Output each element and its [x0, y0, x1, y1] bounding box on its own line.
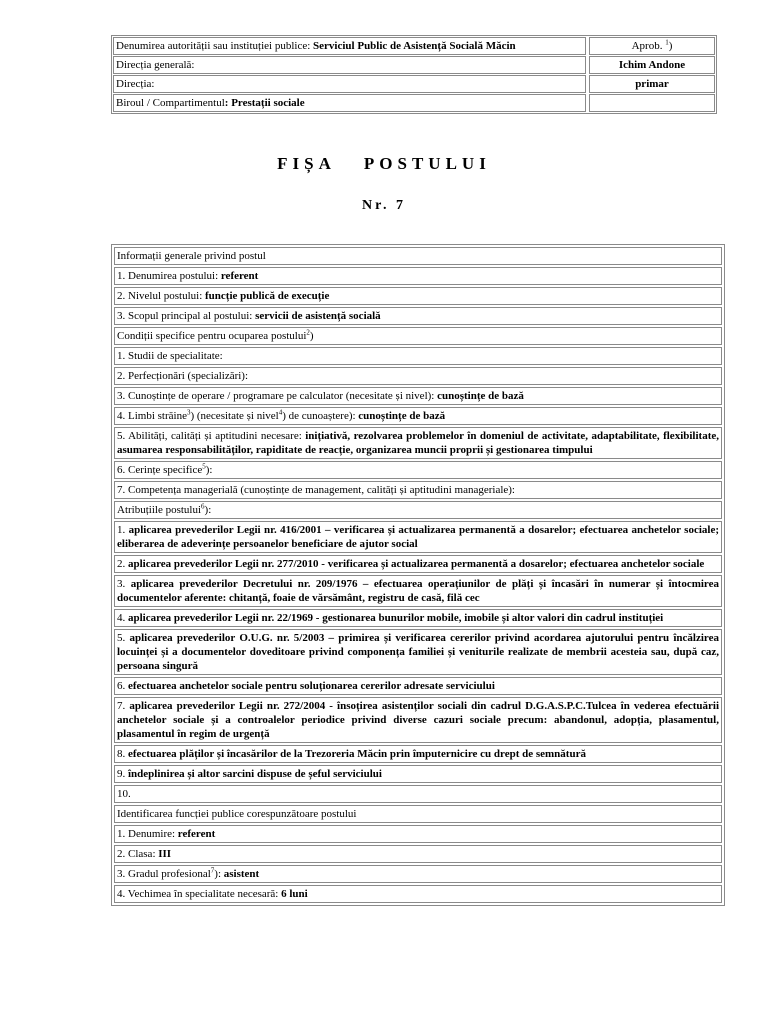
table-row	[114, 347, 722, 365]
duty-number: 3.	[117, 578, 131, 590]
table-row	[114, 481, 722, 499]
page-title	[0, 154, 768, 174]
general-direction-cell	[113, 56, 586, 74]
header-row-direction	[113, 75, 715, 93]
row-label: 7. Competența managerială (cunoștințe de management, calități și aptitudini manageriale):	[117, 484, 515, 496]
duty-number: 1.	[117, 524, 129, 536]
row-label: 2. Nivelul postului:	[117, 290, 205, 302]
header-row-general-direction	[113, 56, 715, 74]
table-row	[114, 287, 722, 305]
duty-number: 10.	[117, 788, 131, 800]
header-table	[111, 35, 717, 114]
approve-footnote: 1	[665, 38, 669, 47]
row-label: 5. Abilități, calități și aptitudini necesare:	[117, 430, 306, 442]
duty-text: aplicarea prevederilor Legii nr. 416/2001 – verificarea și actualizarea permanentă a dosarelor; efectuarea anchetelor sociale; eliberarea de adeverințe persoanelor beneficiare de ajutor social	[117, 524, 719, 550]
row-label-suffix: ):	[214, 868, 224, 880]
row-label: 1. Studii de specialitate:	[117, 350, 223, 362]
table-row	[114, 427, 722, 459]
row-value: cunoștințe de bază	[358, 410, 446, 422]
department-cell	[113, 94, 586, 112]
title-word-2: POSTULUI	[363, 154, 491, 173]
approve-cell	[589, 37, 715, 55]
table-row	[114, 367, 722, 385]
row-label: 4. Limbi străine	[117, 410, 187, 422]
duty-number: 8.	[117, 748, 128, 760]
approve-suffix: )	[668, 40, 673, 52]
footnote-mark: 4	[278, 408, 283, 417]
row-value: asistent	[223, 868, 260, 880]
duty-item	[114, 521, 722, 553]
duty-item	[114, 677, 722, 695]
approver-role: primar	[635, 78, 669, 90]
duty-text: aplicarea prevederilor Decretului nr. 209/1976 – efectuarea operațiunilor de plăți și încasări în numerar și întocmirea documentelor aferente: chitanță, foaie de vărsământ, registru de casă, filă cec	[117, 578, 719, 604]
table-row	[114, 267, 722, 285]
table-row	[114, 825, 722, 843]
document-number: Nr. 7	[361, 198, 407, 213]
row-label: 6. Cerințe specifice	[117, 464, 203, 476]
row-label-suffix: ) (necesitate și nivel	[190, 410, 279, 422]
row-label: Atribuțiile postului	[117, 504, 202, 516]
section-specific-conditions	[114, 327, 722, 345]
row-value: 6 luni	[281, 888, 308, 900]
footnote-mark: 7	[210, 866, 215, 875]
table-row	[114, 307, 722, 325]
duty-text: aplicarea prevederilor Legii nr. 277/2010 - verificarea și actualizarea permanentă a dosarelor; efectuarea anchetelor sociale	[128, 558, 705, 570]
table-row	[114, 407, 722, 425]
department-value: : Prestații sociale	[224, 97, 305, 109]
approver-name-cell	[589, 56, 715, 74]
row-label: Condiții specifice pentru ocuparea postului	[117, 330, 307, 342]
empty-right-cell	[589, 94, 715, 112]
row-label-suffix: )	[309, 330, 314, 342]
footnote-mark: 5	[202, 462, 206, 471]
row-label-suffix: ) de cunoaștere):	[282, 410, 359, 422]
footnote-mark: 3	[186, 408, 191, 417]
row-label: Identificarea funcției publice corespunzătoare postului	[117, 808, 357, 820]
duty-text: efectuarea plăților și încasărilor de la Trezoreria Măcin prin împuternicire cu drept de semnătură	[128, 748, 586, 760]
duty-number: 7.	[117, 700, 130, 712]
footnote-mark: 6	[201, 502, 205, 511]
row-label: 1. Denumirea postului:	[117, 270, 221, 282]
row-label: 2. Clasa:	[117, 848, 159, 860]
row-value: referent	[177, 828, 216, 840]
row-label-suffix: ):	[205, 464, 213, 476]
job-description-table	[111, 244, 725, 906]
direction-label: Direcția:	[116, 78, 155, 90]
approve-label: Aprob.	[631, 40, 666, 52]
section-general-info	[114, 247, 722, 265]
duty-text: efectuarea anchetelor sociale pentru soluționarea cererilor adresate serviciului	[128, 680, 495, 692]
row-label: 4. Vechimea în specialitate necesară:	[117, 888, 282, 900]
duty-number: 9.	[117, 768, 128, 780]
table-row	[114, 461, 722, 479]
approver-role-cell	[589, 75, 715, 93]
header-row-institution	[113, 37, 715, 55]
institution-label: Denumirea autorității sau instituției publice:	[116, 40, 314, 52]
title-word-1: FIȘA	[277, 154, 336, 173]
duty-item	[114, 609, 722, 627]
duty-number: 2.	[117, 558, 128, 570]
duty-item	[114, 785, 722, 803]
footnote-mark: 2	[306, 328, 310, 337]
duty-text: aplicarea prevederilor Legii nr. 22/1969 - gestionarea bunurilor mobile, imobile și altor valori din cadrul instituției	[128, 612, 664, 624]
row-label: 3. Scopul principal al postului:	[117, 310, 256, 322]
row-value: funcție publică de execuție	[205, 290, 330, 302]
duty-item	[114, 575, 722, 607]
approver-name: Ichim Andone	[618, 59, 686, 71]
institution-value: Serviciul Public de Asistență Socială Măcin	[313, 40, 516, 52]
direction-cell	[113, 75, 586, 93]
duty-item	[114, 697, 722, 743]
department-label: Biroul / Compartimentul	[116, 97, 225, 109]
duty-item	[114, 629, 722, 675]
duty-item	[114, 555, 722, 573]
row-value: servicii de asistență socială	[255, 310, 381, 322]
row-value: III	[158, 848, 172, 860]
row-value: referent	[220, 270, 259, 282]
duty-number: 5.	[117, 632, 130, 644]
general-direction-label: Direcția generală:	[116, 59, 195, 71]
row-label: Informații generale privind postul	[117, 250, 266, 262]
duty-text: aplicarea prevederilor Legii nr. 272/2004 - însoțirea asistenților sociali din cadrul D.G.A.S.P.C.Tulcea în vederea efectuării anchetelor sociale și a controalelor periodice privind diverse cazuri sociale precum: abandonul, adopția, plasamentul, plasamentul în regim de urgență	[117, 700, 720, 740]
section-duties	[114, 501, 722, 519]
row-label: 3. Cunoștințe de operare / programare pe calculator (necesitate și nivel):	[117, 390, 438, 402]
row-label-suffix: ):	[204, 504, 212, 516]
duty-number: 4.	[117, 612, 128, 624]
table-row	[114, 387, 722, 405]
duty-number: 6.	[117, 680, 128, 692]
duty-text: aplicarea prevederilor O.U.G. nr. 5/2003 – primirea și verificarea cererilor privind acordarea ajutorului pentru încălzirea locuinței și a documentelor doveditoare privind componența familiei și veniturile realizate de membrii acesteia sau, după caz, persoana singură	[117, 632, 719, 672]
table-row	[114, 865, 722, 883]
header-row-department	[113, 94, 715, 112]
table-row	[114, 885, 722, 903]
duty-item	[114, 745, 722, 763]
row-label: 2. Perfecționări (specializări):	[117, 370, 249, 382]
table-row	[114, 845, 722, 863]
row-value: cunoștințe de bază	[437, 390, 524, 402]
duty-text: îndeplinirea și altor sarcini dispuse de șeful serviciului	[128, 768, 382, 780]
institution-cell	[113, 37, 586, 55]
duty-item	[114, 765, 722, 783]
row-label: 3. Gradul profesional	[117, 868, 211, 880]
row-label: 1. Denumire:	[117, 828, 178, 840]
row-value: inițiativă, rezolvarea problemelor în domeniul de activitate, adaptabilitate, flexibilitate, asumarea responsabilităților, rapiditate de reacție, organizarea muncii proprii și gestionarea timpului	[117, 430, 719, 456]
section-function-identification	[114, 805, 722, 823]
